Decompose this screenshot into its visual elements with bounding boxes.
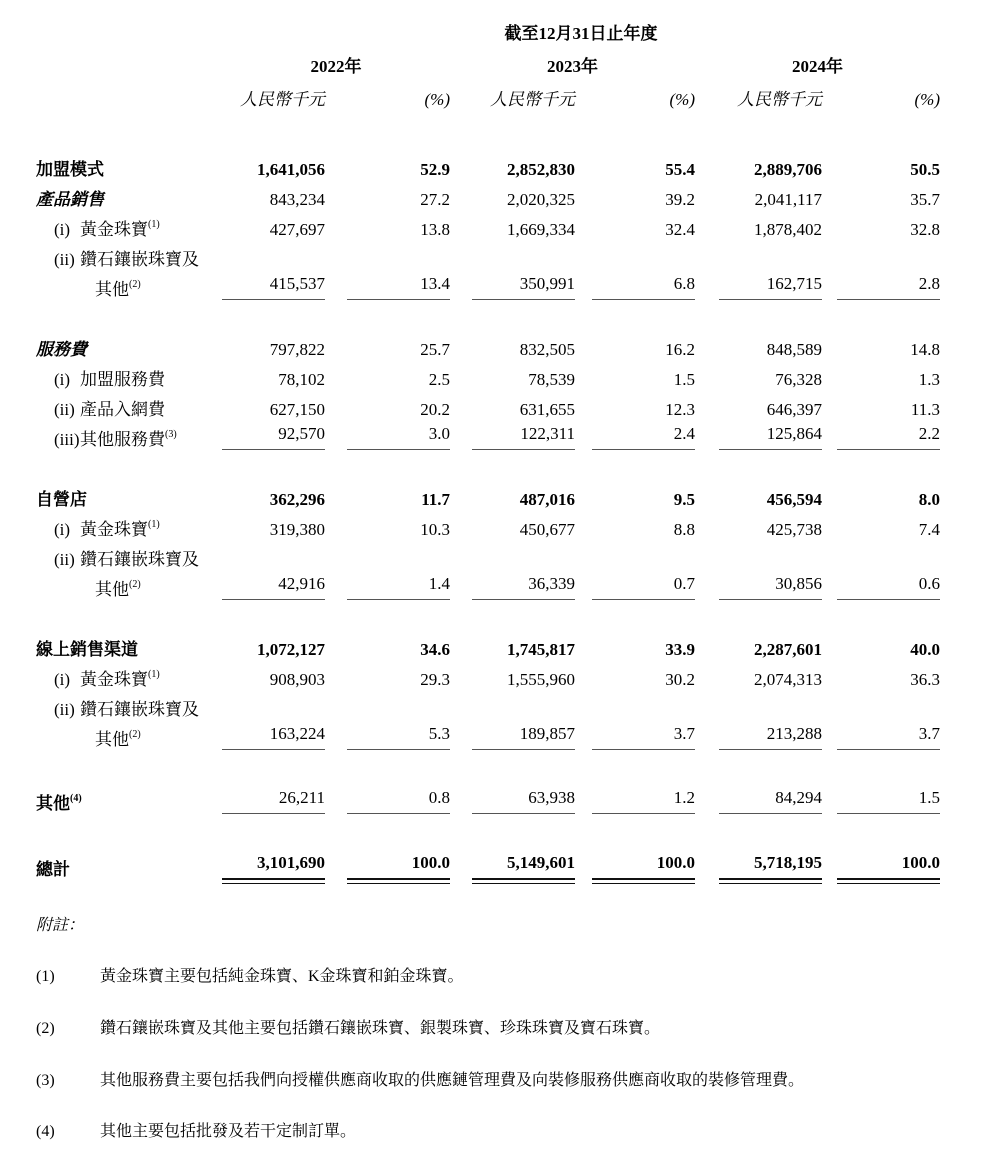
table-row <box>36 660 940 690</box>
percent-cell: 1.5 <box>822 784 940 814</box>
table-row <box>36 480 940 510</box>
period-header: 截至12月31日止年度 <box>504 23 658 43</box>
row-label: (ii) 產品入網費 <box>54 399 165 419</box>
amount-cell: 450,677 <box>519 519 575 539</box>
amount-cell: 456,594 <box>766 489 822 509</box>
amount-cell: 631,655 <box>519 399 575 419</box>
row-label: 其他$^{(2)}$ <box>95 729 141 749</box>
table-row <box>36 360 940 390</box>
spacer-row <box>36 814 940 848</box>
percent-cell: 16.2 <box>665 339 695 359</box>
percent-cell: 50.5 <box>910 159 940 179</box>
percent-cell: 39.2 <box>665 189 695 209</box>
amount-cell: 76,328 <box>775 369 822 389</box>
note-text: 鑽石鑲嵌珠寶及其他主要包括鑽石鑲嵌珠寶、銀製珠寶、珍珠珠寶及寶石珠寶。 <box>100 1019 661 1037</box>
percent-cell: 27.2 <box>420 189 450 209</box>
amount-cell: 319,380 <box>269 519 325 539</box>
percent-cell: 1.5 <box>673 369 695 389</box>
percent-cell: 35.7 <box>910 189 940 209</box>
table-row <box>36 420 940 450</box>
amount-cell: 84,294 <box>695 784 822 814</box>
row-label: (i) 黃金珠寶$^{(1)}$ <box>54 519 160 539</box>
amount-cell: 162,715 <box>695 270 822 300</box>
percent-cell: 3.0 <box>325 420 450 450</box>
percent-cell: 25.7 <box>420 339 450 359</box>
period-header-row <box>36 8 940 44</box>
year-header-2024: 2024年 <box>792 56 843 76</box>
percent-cell: 0.7 <box>575 570 695 600</box>
row-label: 自營店 <box>36 489 87 509</box>
unit-label: 人民幣千元 <box>240 89 325 109</box>
note-item <box>36 1122 940 1143</box>
percent-cell: 12.3 <box>665 399 695 419</box>
row-label: (ii) 鑽石鑲嵌珠寶及 <box>54 249 199 269</box>
row-label: 線上銷售渠道 <box>36 639 138 659</box>
row-label: 產品銷售 <box>36 189 104 209</box>
percent-cell: 52.9 <box>420 159 450 179</box>
percent-cell: 55.4 <box>665 159 695 179</box>
amount-cell: 350,991 <box>450 270 575 300</box>
note-number: (2) <box>36 1019 55 1037</box>
percent-cell: 13.4 <box>325 270 450 300</box>
unit-header-row <box>36 77 940 110</box>
note-item <box>36 1071 940 1092</box>
percent-cell: 5.3 <box>325 720 450 750</box>
percent-cell: 11.3 <box>910 399 940 419</box>
percent-cell: 33.9 <box>665 639 695 659</box>
footnotes-section <box>36 912 940 1143</box>
percent-cell: 2.4 <box>575 420 695 450</box>
footnote-ref: (3) <box>165 429 177 441</box>
amount-cell: 487,016 <box>519 489 575 509</box>
amount-cell: 1,878,402 <box>754 219 822 239</box>
percent-cell: 9.5 <box>673 489 695 509</box>
amount-cell: 5,149,601 <box>450 848 575 880</box>
note-number: (1) <box>36 968 55 985</box>
percent-cell: 13.8 <box>420 219 450 239</box>
year-header-2022: 2022年 <box>310 56 362 76</box>
percent-label: (%) <box>669 89 695 109</box>
notes-title: 附註： <box>36 917 85 934</box>
footnote-ref: (1) <box>148 219 160 231</box>
amount-cell: 3,101,690 <box>222 848 325 880</box>
percent-cell: 32.8 <box>910 219 940 239</box>
note-item <box>36 967 940 988</box>
footnote-ref: (4) <box>70 793 82 805</box>
amount-cell: 30,856 <box>695 570 822 600</box>
table-row <box>36 630 940 660</box>
note-text: 黃金珠寶主要包括純金珠寶、K金珠寶和鉑金珠寶。 <box>100 968 464 985</box>
amount-cell: 832,505 <box>519 339 575 359</box>
footnote-ref: (2) <box>129 279 141 291</box>
amount-cell: 1,641,056 <box>257 159 325 179</box>
amount-cell: 848,589 <box>766 339 822 359</box>
year-header-2023: 2023年 <box>547 56 598 76</box>
percent-cell: 34.6 <box>420 639 450 659</box>
percent-cell: 100.0 <box>325 848 450 880</box>
table-row <box>36 690 940 720</box>
percent-cell: 8.8 <box>673 519 695 539</box>
amount-cell: 2,041,117 <box>754 189 822 209</box>
percent-cell: 2.5 <box>428 369 450 389</box>
percent-cell: 11.7 <box>421 489 450 509</box>
percent-cell: 32.4 <box>665 219 695 239</box>
row-label: 總計 <box>36 859 70 879</box>
percent-cell: 8.0 <box>918 489 940 509</box>
unit-label: 人民幣千元 <box>490 89 575 109</box>
table-row <box>36 720 940 750</box>
percent-cell: 14.8 <box>910 339 940 359</box>
note-number: (3) <box>36 1071 55 1089</box>
revenue-breakdown-table <box>36 8 940 880</box>
row-label: 加盟模式 <box>36 159 104 179</box>
amount-cell: 415,537 <box>222 270 325 300</box>
amount-cell: 36,339 <box>450 570 575 600</box>
table-row <box>36 180 940 210</box>
footnote-ref: (1) <box>148 669 160 681</box>
percent-cell: 0.8 <box>325 784 450 814</box>
percent-cell: 1.3 <box>918 369 940 389</box>
percent-cell: 100.0 <box>575 848 695 880</box>
percent-cell: 100.0 <box>822 848 940 880</box>
percent-cell: 20.2 <box>420 399 450 419</box>
row-label: (iii)其他服務費$^{(3)}$ <box>54 429 177 449</box>
percent-cell: 36.3 <box>910 669 940 689</box>
amount-cell: 646,397 <box>766 399 822 419</box>
table-row <box>36 330 940 360</box>
percent-cell: 7.4 <box>918 519 940 539</box>
row-label: (ii) 鑽石鑲嵌珠寶及 <box>54 549 199 569</box>
amount-cell: 2,020,325 <box>507 189 575 209</box>
amount-cell: 1,072,127 <box>257 639 325 659</box>
amount-cell: 92,570 <box>222 420 325 450</box>
amount-cell: 1,745,817 <box>507 639 575 659</box>
note-item <box>36 1019 940 1040</box>
spacer-row <box>36 300 940 330</box>
percent-cell: 6.8 <box>575 270 695 300</box>
percent-label: (%) <box>914 89 940 109</box>
note-text: 其他主要包括批發及若干定制訂單。 <box>100 1123 357 1141</box>
amount-cell: 125,864 <box>695 420 822 450</box>
footnote-ref: (2) <box>129 729 141 741</box>
spacer-row <box>36 450 940 480</box>
table-row <box>36 150 940 180</box>
amount-cell: 427,697 <box>269 219 325 239</box>
table-row <box>36 210 940 240</box>
amount-cell: 843,234 <box>269 189 325 209</box>
amount-cell: 213,288 <box>695 720 822 750</box>
spacer-row <box>36 750 940 784</box>
amount-cell: 26,211 <box>222 784 325 814</box>
row-label: 其他$^{(2)}$ <box>95 279 141 299</box>
percent-cell: 10.3 <box>420 519 450 539</box>
amount-cell: 163,224 <box>222 720 325 750</box>
row-label: (ii) 鑽石鑲嵌珠寶及 <box>54 699 199 719</box>
footnote-ref: (1) <box>148 519 160 531</box>
percent-cell: 3.7 <box>575 720 695 750</box>
amount-cell: 2,287,601 <box>754 639 822 659</box>
amount-cell: 42,916 <box>222 570 325 600</box>
table-row <box>36 784 940 814</box>
percent-cell: 2.2 <box>822 420 940 450</box>
percent-label: (%) <box>424 89 450 109</box>
amount-cell: 78,539 <box>528 369 575 389</box>
amount-cell: 122,311 <box>450 420 575 450</box>
amount-cell: 425,738 <box>766 519 822 539</box>
percent-cell: 40.0 <box>910 639 940 659</box>
row-label: (i) 黃金珠寶$^{(1)}$ <box>54 669 160 689</box>
table-row <box>36 510 940 540</box>
percent-cell: 29.3 <box>420 669 450 689</box>
amount-cell: 797,822 <box>269 339 325 359</box>
footnote-ref: (2) <box>129 579 141 591</box>
percent-cell: 30.2 <box>665 669 695 689</box>
row-label: 服務費 <box>36 339 87 359</box>
spacer-row <box>36 110 940 150</box>
percent-cell: 1.4 <box>325 570 450 600</box>
table-row <box>36 270 940 300</box>
percent-cell: 1.2 <box>575 784 695 814</box>
amount-cell: 2,074,313 <box>754 669 822 689</box>
row-label: 其他$^{(2)}$ <box>95 579 141 599</box>
row-label: (i) 加盟服務費 <box>54 369 165 389</box>
amount-cell: 908,903 <box>269 669 325 689</box>
row-label: (i) 黃金珠寶$^{(1)}$ <box>54 219 160 239</box>
percent-cell: 2.8 <box>822 270 940 300</box>
amount-cell: 2,852,830 <box>507 159 575 179</box>
note-text: 其他服務費主要包括我們向授權供應商收取的供應鏈管理費及向裝修服務供應商收取的裝修管理費。 <box>100 1071 805 1089</box>
spacer-row <box>36 600 940 630</box>
percent-cell: 3.7 <box>822 720 940 750</box>
table-row <box>36 570 940 600</box>
amount-cell: 189,857 <box>450 720 575 750</box>
table-row <box>36 240 940 270</box>
unit-label: 人民幣千元 <box>737 89 822 109</box>
amount-cell: 63,938 <box>450 784 575 814</box>
amount-cell: 1,555,960 <box>507 669 575 689</box>
amount-cell: 362,296 <box>269 489 325 509</box>
percent-cell: 0.6 <box>822 570 940 600</box>
year-header-row <box>36 44 940 77</box>
table-row <box>36 390 940 420</box>
amount-cell: 1,669,334 <box>507 219 575 239</box>
amount-cell: 5,718,195 <box>695 848 822 880</box>
amount-cell: 627,150 <box>269 399 325 419</box>
amount-cell: 2,889,706 <box>754 159 822 179</box>
row-label: 其他$^{(4)}$ <box>36 793 82 813</box>
amount-cell: 78,102 <box>278 369 325 389</box>
table-row <box>36 540 940 570</box>
note-number: (4) <box>36 1123 55 1141</box>
total-row <box>36 848 940 880</box>
